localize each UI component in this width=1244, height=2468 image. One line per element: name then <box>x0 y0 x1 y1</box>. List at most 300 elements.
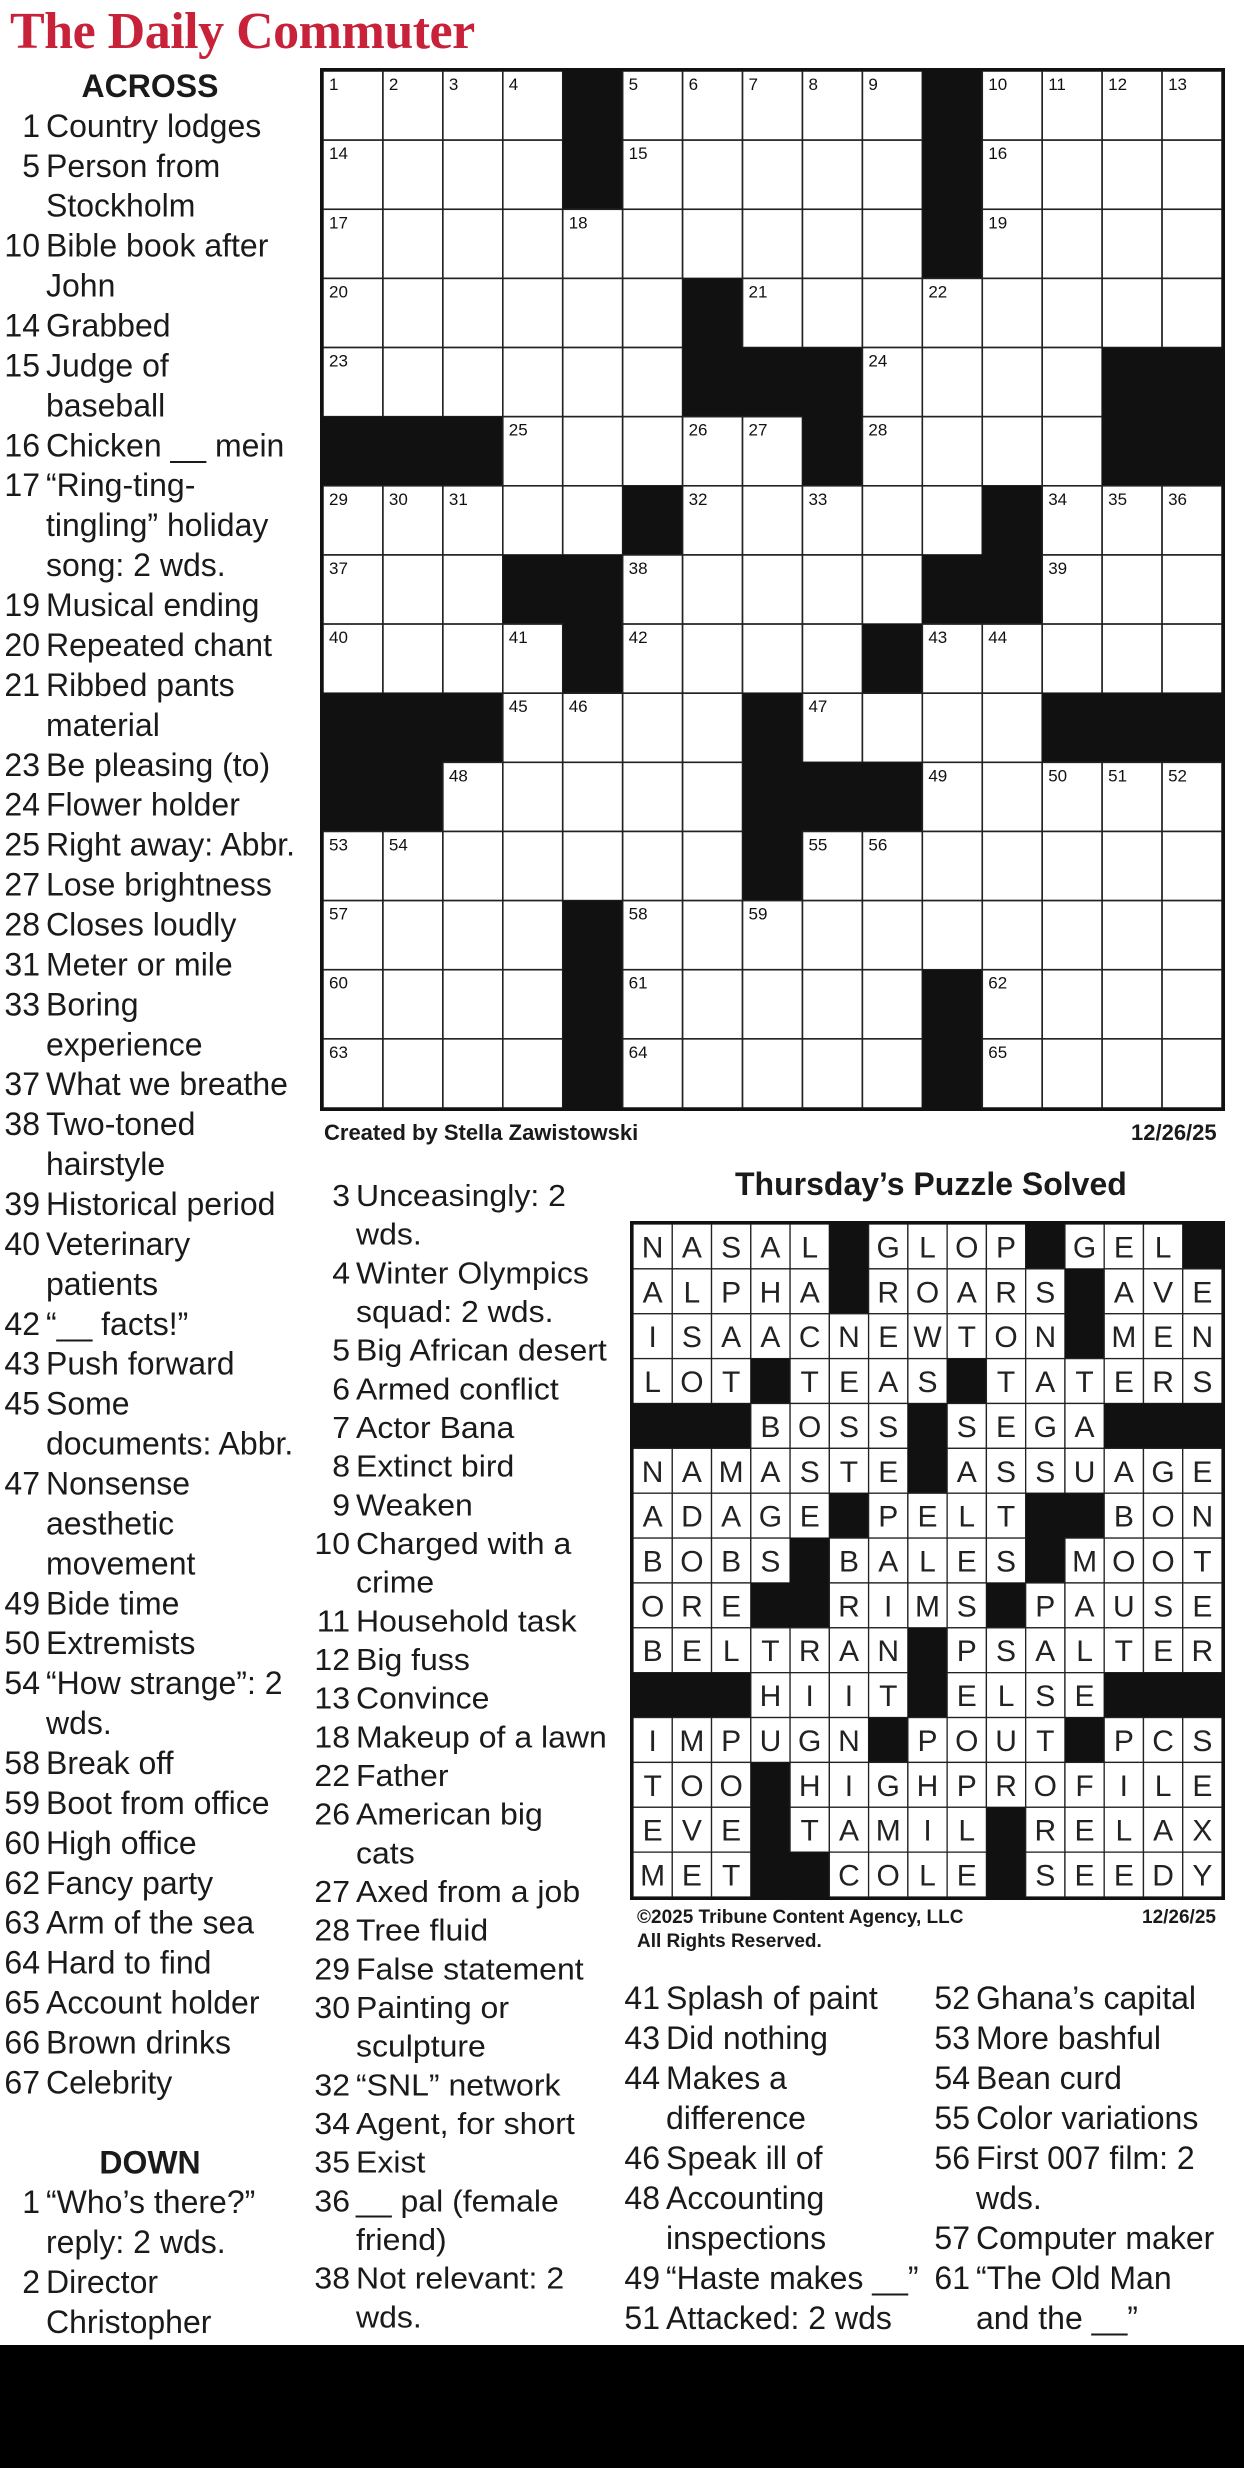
grid-square[interactable] <box>862 693 922 762</box>
grid-number: 20 <box>329 282 348 302</box>
clue-number: 13 <box>314 1680 350 1716</box>
clue-text <box>666 2138 930 2178</box>
solution-letter: A <box>681 1231 702 1265</box>
grid-square[interactable] <box>862 1039 922 1108</box>
grid-square[interactable] <box>862 555 922 624</box>
grid-square[interactable] <box>503 209 563 278</box>
grid-block <box>982 555 1042 625</box>
solution-letter: A <box>760 1455 781 1489</box>
grid-square[interactable] <box>982 693 1042 762</box>
grid-square[interactable] <box>1042 624 1102 693</box>
clue-text <box>46 1224 300 1304</box>
solution-letter: P <box>878 1500 899 1534</box>
grid-square[interactable] <box>503 831 563 900</box>
grid-square[interactable] <box>802 140 862 209</box>
solution-letter: W <box>913 1321 942 1355</box>
solution-block <box>751 1359 791 1404</box>
grid-square[interactable] <box>443 970 503 1039</box>
clue-line: Celebrity <box>46 2064 173 2101</box>
solution-letter: L <box>1154 1769 1172 1803</box>
clue-item <box>310 1253 610 1330</box>
grid-square[interactable] <box>1162 555 1222 624</box>
clue-line: First 007 film: 2 <box>976 2140 1195 2176</box>
grid-number: 33 <box>808 489 828 509</box>
grid-square[interactable] <box>1162 278 1222 347</box>
clue-item <box>930 2218 1240 2258</box>
clue-item <box>930 1978 1240 2018</box>
grid-square[interactable] <box>383 140 443 209</box>
clue-item <box>0 1464 300 1584</box>
grid-square[interactable] <box>982 762 1042 831</box>
clue-text <box>356 1717 610 1756</box>
solution-letter: E <box>956 1545 977 1579</box>
grid-square[interactable] <box>1102 624 1162 693</box>
solution-letter: L <box>1115 1814 1133 1848</box>
clue-number: 43 <box>624 2020 660 2056</box>
clue-text <box>46 1344 300 1384</box>
clue-text <box>976 1978 1240 2018</box>
grid-square[interactable] <box>922 901 982 970</box>
grid-square[interactable] <box>683 1039 743 1108</box>
grid-square[interactable] <box>1162 831 1222 900</box>
clue-text <box>46 425 300 465</box>
clue-text <box>666 2018 930 2058</box>
solution-letter: D <box>681 1500 703 1534</box>
grid-block <box>1162 348 1222 418</box>
grid-square[interactable] <box>683 901 743 970</box>
clue-item <box>0 1384 300 1464</box>
grid-square[interactable] <box>1042 278 1102 347</box>
solution-letter: N <box>641 1455 664 1489</box>
solution-letter: L <box>683 1276 701 1310</box>
solution-letter: L <box>722 1635 740 1669</box>
clue-number: 17 <box>4 467 40 504</box>
grid-square[interactable] <box>443 209 503 278</box>
solution-letter: U <box>995 1724 1017 1758</box>
clue-item <box>0 1823 300 1863</box>
clue-text <box>46 905 300 945</box>
grid-square[interactable] <box>1042 901 1102 970</box>
grid-square[interactable] <box>1162 140 1222 209</box>
grid-square[interactable] <box>1162 209 1222 278</box>
grid-square[interactable] <box>802 970 862 1039</box>
clue-item <box>310 1408 610 1447</box>
clue-line: John <box>46 267 116 304</box>
grid-square[interactable] <box>922 348 982 417</box>
copyright-line-1: ©2025 Tribune Content Agency, LLC <box>637 1907 964 1928</box>
clue-number: 27 <box>314 1873 350 1909</box>
clue-number: 45 <box>4 1385 40 1422</box>
solution-letter: O <box>1151 1545 1175 1579</box>
grid-square[interactable] <box>383 209 443 278</box>
clue-number: 19 <box>4 587 40 624</box>
grid-square[interactable] <box>862 140 922 209</box>
grid-block <box>922 140 982 210</box>
grid-square[interactable] <box>683 209 743 278</box>
grid-square[interactable] <box>503 1039 563 1108</box>
grid-number: 10 <box>988 75 1008 94</box>
solution-block <box>1065 1269 1105 1314</box>
clue-number: 34 <box>314 2105 350 2141</box>
clue-text <box>356 1601 610 1640</box>
grid-block <box>922 1039 982 1108</box>
grid-block <box>443 693 503 763</box>
grid-square[interactable] <box>802 901 862 970</box>
clue-text <box>46 2262 300 2342</box>
clue-line: Musical ending <box>46 587 260 624</box>
grid-square[interactable] <box>563 486 623 555</box>
grid-square[interactable] <box>802 624 862 693</box>
solution-letter: R <box>1191 1635 1214 1669</box>
clue-number: 38 <box>4 1106 40 1143</box>
clue-line: Weaken <box>356 1487 473 1523</box>
grid-square[interactable] <box>1042 1039 1102 1108</box>
clue-line: Lose brightness <box>46 866 272 903</box>
grid-square[interactable] <box>683 831 743 900</box>
grid-square[interactable] <box>563 417 623 486</box>
grid-square[interactable] <box>743 209 803 278</box>
clue-item <box>310 1524 610 1601</box>
clue-text <box>356 1872 610 1911</box>
clue-line: Attacked: 2 wds <box>666 2300 892 2336</box>
grid-square[interactable] <box>802 555 862 624</box>
grid-square[interactable] <box>503 970 563 1039</box>
solution-letter: I <box>844 1680 854 1714</box>
grid-number: 64 <box>628 1042 648 1062</box>
solution-letter: T <box>957 1321 976 1355</box>
grid-square[interactable] <box>862 209 922 278</box>
grid-square[interactable] <box>1102 970 1162 1039</box>
solution-letter: E <box>1192 1276 1213 1310</box>
solution-letter: V <box>1153 1276 1174 1310</box>
grid-number: 60 <box>329 973 348 993</box>
grid-number: 53 <box>329 835 348 855</box>
grid-square[interactable] <box>563 831 623 900</box>
grid-block <box>383 693 443 763</box>
solution-letter: E <box>1074 1859 1095 1893</box>
clue-number: 33 <box>4 986 40 1023</box>
grid-square[interactable] <box>743 555 803 624</box>
clue-text <box>356 2143 610 2182</box>
solution-letter: E <box>878 1455 899 1489</box>
grid-square[interactable] <box>623 762 683 831</box>
grid-square[interactable] <box>743 140 803 209</box>
grid-square[interactable] <box>683 693 743 762</box>
solution-letter: H <box>759 1276 782 1310</box>
grid-block <box>623 486 683 556</box>
grid-square[interactable] <box>922 486 982 555</box>
grid-block <box>563 71 623 141</box>
clue-number: 53 <box>934 2020 970 2056</box>
grid-square[interactable] <box>922 831 982 900</box>
clue-number: 54 <box>4 1665 40 1702</box>
grid-square[interactable] <box>862 970 922 1039</box>
solution-letter: C <box>1152 1724 1174 1758</box>
grid-square[interactable] <box>443 278 503 347</box>
solution-block <box>986 1583 1026 1628</box>
clue-line: Judge of <box>46 347 169 384</box>
clue-item <box>310 1369 610 1408</box>
grid-square[interactable] <box>443 901 503 970</box>
solution-letter: G <box>1151 1455 1175 1489</box>
clue-line: Actor Bana <box>356 1409 515 1445</box>
grid-square[interactable] <box>443 831 503 900</box>
clue-number: 10 <box>314 1525 350 1561</box>
grid-square[interactable] <box>1162 901 1222 970</box>
grid-square[interactable] <box>683 970 743 1039</box>
clue-line: Ghana’s capital <box>976 1980 1196 2016</box>
grid-number: 23 <box>329 351 348 371</box>
grid-square[interactable] <box>383 624 443 693</box>
grid-square[interactable] <box>982 417 1042 486</box>
solution-letter: L <box>919 1545 936 1579</box>
clue-item <box>0 825 300 865</box>
grid-square[interactable] <box>1102 901 1162 970</box>
solution-letter: S <box>996 1635 1017 1669</box>
solution-letter: S <box>956 1590 977 1624</box>
clue-number: 12 <box>314 1641 350 1677</box>
grid-square[interactable] <box>683 140 743 209</box>
clue-line: song: 2 wds. <box>46 547 226 584</box>
solution-letter: P <box>1113 1724 1134 1758</box>
clue-column-1 <box>0 66 300 2342</box>
clue-item <box>620 2258 930 2298</box>
clue-text <box>46 1583 300 1623</box>
solution-letter: E <box>1153 1321 1174 1355</box>
solution-letter: P <box>956 1635 977 1669</box>
clue-text <box>356 2181 610 2258</box>
clue-item <box>620 2058 930 2138</box>
clue-text <box>356 1331 610 1370</box>
grid-square[interactable] <box>862 486 922 555</box>
grid-square[interactable] <box>623 417 683 486</box>
grid-block <box>383 417 443 487</box>
clue-line: Bide time <box>46 1585 180 1622</box>
clue-text <box>46 785 300 825</box>
clue-line: Computer maker <box>976 2220 1215 2256</box>
grid-square[interactable] <box>802 1039 862 1108</box>
clue-number: 52 <box>934 1980 970 2016</box>
grid-number: 46 <box>568 697 588 717</box>
grid-square[interactable] <box>563 348 623 417</box>
solution-letter: M <box>640 1859 666 1893</box>
clue-line: Extinct bird <box>356 1448 515 1484</box>
clue-item <box>620 1978 930 2018</box>
solution-date: 12/26/25 <box>1142 1907 1216 1928</box>
grid-square[interactable] <box>443 555 503 624</box>
solution-block <box>751 1762 791 1807</box>
solution-letter: N <box>838 1321 860 1355</box>
clue-number: 8 <box>332 1448 350 1484</box>
clue-text <box>46 1384 300 1464</box>
grid-number: 42 <box>628 628 648 648</box>
clue-line: reply: 2 wds. <box>46 2224 226 2261</box>
clue-number: 64 <box>4 1944 40 1981</box>
grid-number: 29 <box>329 489 348 509</box>
solution-letter: Y <box>1192 1859 1213 1893</box>
grid-square[interactable] <box>443 1039 503 1108</box>
grid-number: 36 <box>1168 489 1187 509</box>
clue-number: 24 <box>4 786 40 823</box>
solution-letter: E <box>1113 1366 1134 1400</box>
grid-square[interactable] <box>383 555 443 624</box>
grid-square[interactable] <box>503 348 563 417</box>
clue-line: Accounting <box>666 2180 825 2216</box>
grid-square[interactable] <box>563 278 623 347</box>
grid-square[interactable] <box>683 555 743 624</box>
clue-line: Extremists <box>46 1625 196 1662</box>
clue-line: Winter Olympics <box>356 1255 589 1291</box>
grid-square[interactable] <box>503 901 563 970</box>
solution-letter: B <box>721 1545 742 1579</box>
solution-letter: A <box>878 1545 899 1579</box>
solution-letter: I <box>923 1814 932 1848</box>
grid-square[interactable] <box>982 348 1042 417</box>
clue-item <box>0 346 300 426</box>
solution-letter: C <box>798 1321 821 1355</box>
grid-square[interactable] <box>383 348 443 417</box>
grid-block <box>1102 417 1162 487</box>
grid-square[interactable] <box>982 831 1042 900</box>
grid-square[interactable] <box>623 348 683 417</box>
solution-block <box>1065 1493 1105 1538</box>
grid-square[interactable] <box>503 486 563 555</box>
grid-square[interactable] <box>1102 278 1162 347</box>
grid-square[interactable] <box>1102 1039 1162 1108</box>
grid-square[interactable] <box>1102 140 1162 209</box>
grid-square[interactable] <box>743 970 803 1039</box>
grid-square[interactable] <box>383 970 443 1039</box>
grid-square[interactable] <box>503 278 563 347</box>
grid-square[interactable] <box>683 762 743 831</box>
clue-line: Not relevant: 2 <box>356 2260 565 2296</box>
grid-number: 28 <box>868 420 888 440</box>
grid-square[interactable] <box>623 693 683 762</box>
clue-text <box>46 825 300 865</box>
grid-square[interactable] <box>443 140 503 209</box>
grid-square[interactable] <box>922 693 982 762</box>
solution-letter: T <box>1193 1545 1212 1579</box>
grid-square[interactable] <box>1042 970 1102 1039</box>
grid-square[interactable] <box>982 278 1042 347</box>
grid-square[interactable] <box>383 278 443 347</box>
grid-square[interactable] <box>503 140 563 209</box>
grid-square[interactable] <box>1162 970 1222 1039</box>
grid-square[interactable] <box>1042 831 1102 900</box>
grid-square[interactable] <box>1162 1039 1222 1108</box>
solution-letter: A <box>1074 1410 1095 1444</box>
clue-number: 48 <box>624 2180 660 2216</box>
grid-square[interactable] <box>383 1039 443 1108</box>
grid-square[interactable] <box>982 901 1042 970</box>
solution-block <box>829 1269 869 1314</box>
grid-block <box>1102 348 1162 418</box>
clue-line: Painting or <box>356 1989 509 2025</box>
clue-text <box>356 1795 610 1872</box>
grid-square[interactable] <box>1042 348 1102 417</box>
clue-line: Flower holder <box>46 786 240 823</box>
solution-letter: A <box>1035 1635 1056 1669</box>
grid-square[interactable] <box>743 624 803 693</box>
clue-number: 67 <box>4 2064 40 2101</box>
clue-line: Some <box>46 1385 130 1422</box>
grid-square[interactable] <box>443 348 503 417</box>
grid-square[interactable] <box>862 278 922 347</box>
solution-letter: S <box>1192 1724 1213 1758</box>
grid-square[interactable] <box>623 831 683 900</box>
grid-block <box>443 417 503 487</box>
grid-block <box>383 762 443 832</box>
grid-number: 15 <box>628 144 648 164</box>
clue-line: High office <box>46 1824 197 1861</box>
clue-item <box>0 146 300 226</box>
grid-square[interactable] <box>623 209 683 278</box>
grid-number: 27 <box>748 420 768 440</box>
grid-square[interactable] <box>743 1039 803 1108</box>
clue-item <box>0 1184 300 1224</box>
grid-number: 62 <box>988 973 1008 993</box>
solution-letter: A <box>721 1500 742 1534</box>
grid-square[interactable] <box>563 762 623 831</box>
grid-square[interactable] <box>623 278 683 347</box>
grid-block <box>1042 693 1102 763</box>
clue-item <box>310 2143 610 2182</box>
grid-square[interactable] <box>1102 831 1162 900</box>
solution-letter: A <box>878 1366 899 1400</box>
solution-letter: M <box>679 1724 705 1758</box>
grid-number: 24 <box>868 351 888 371</box>
solution-letter: S <box>799 1455 820 1489</box>
grid-square[interactable] <box>862 901 922 970</box>
grid-square[interactable] <box>683 624 743 693</box>
grid-square[interactable] <box>1102 209 1162 278</box>
clue-text <box>46 1623 300 1663</box>
solution-letter: A <box>838 1814 859 1848</box>
clue-line: experience <box>46 1026 203 1063</box>
clue-text <box>46 865 300 905</box>
grid-square[interactable] <box>503 762 563 831</box>
clue-text <box>666 1978 930 2018</box>
clue-text <box>46 1464 300 1584</box>
solution-letter: S <box>1192 1366 1213 1400</box>
grid-square[interactable] <box>1162 624 1222 693</box>
grid-square[interactable] <box>802 209 862 278</box>
grid-square[interactable] <box>1042 209 1102 278</box>
clue-line: Makes a <box>666 2060 787 2096</box>
grid-square[interactable] <box>922 417 982 486</box>
clue-text <box>46 1983 300 2023</box>
clue-text <box>46 2023 300 2063</box>
solution-letter: T <box>722 1366 741 1400</box>
grid-square[interactable] <box>443 624 503 693</box>
grid-square[interactable] <box>802 278 862 347</box>
grid-square[interactable] <box>383 901 443 970</box>
clue-item <box>0 585 300 625</box>
clue-line: Be pleasing (to) <box>46 746 271 783</box>
grid-square[interactable] <box>1042 417 1102 486</box>
clue-line: Charged with a <box>356 1525 572 1561</box>
solution-letter: H <box>759 1680 782 1714</box>
grid-square[interactable] <box>743 486 803 555</box>
clue-item <box>310 2181 610 2258</box>
grid-square[interactable] <box>1042 140 1102 209</box>
clue-line: Director <box>46 2264 159 2301</box>
solution-letter: N <box>1191 1321 1214 1355</box>
solution-block <box>1104 1673 1144 1718</box>
grid-square[interactable] <box>1102 555 1162 624</box>
clue-item <box>620 2018 930 2058</box>
solution-letter: O <box>915 1276 940 1310</box>
